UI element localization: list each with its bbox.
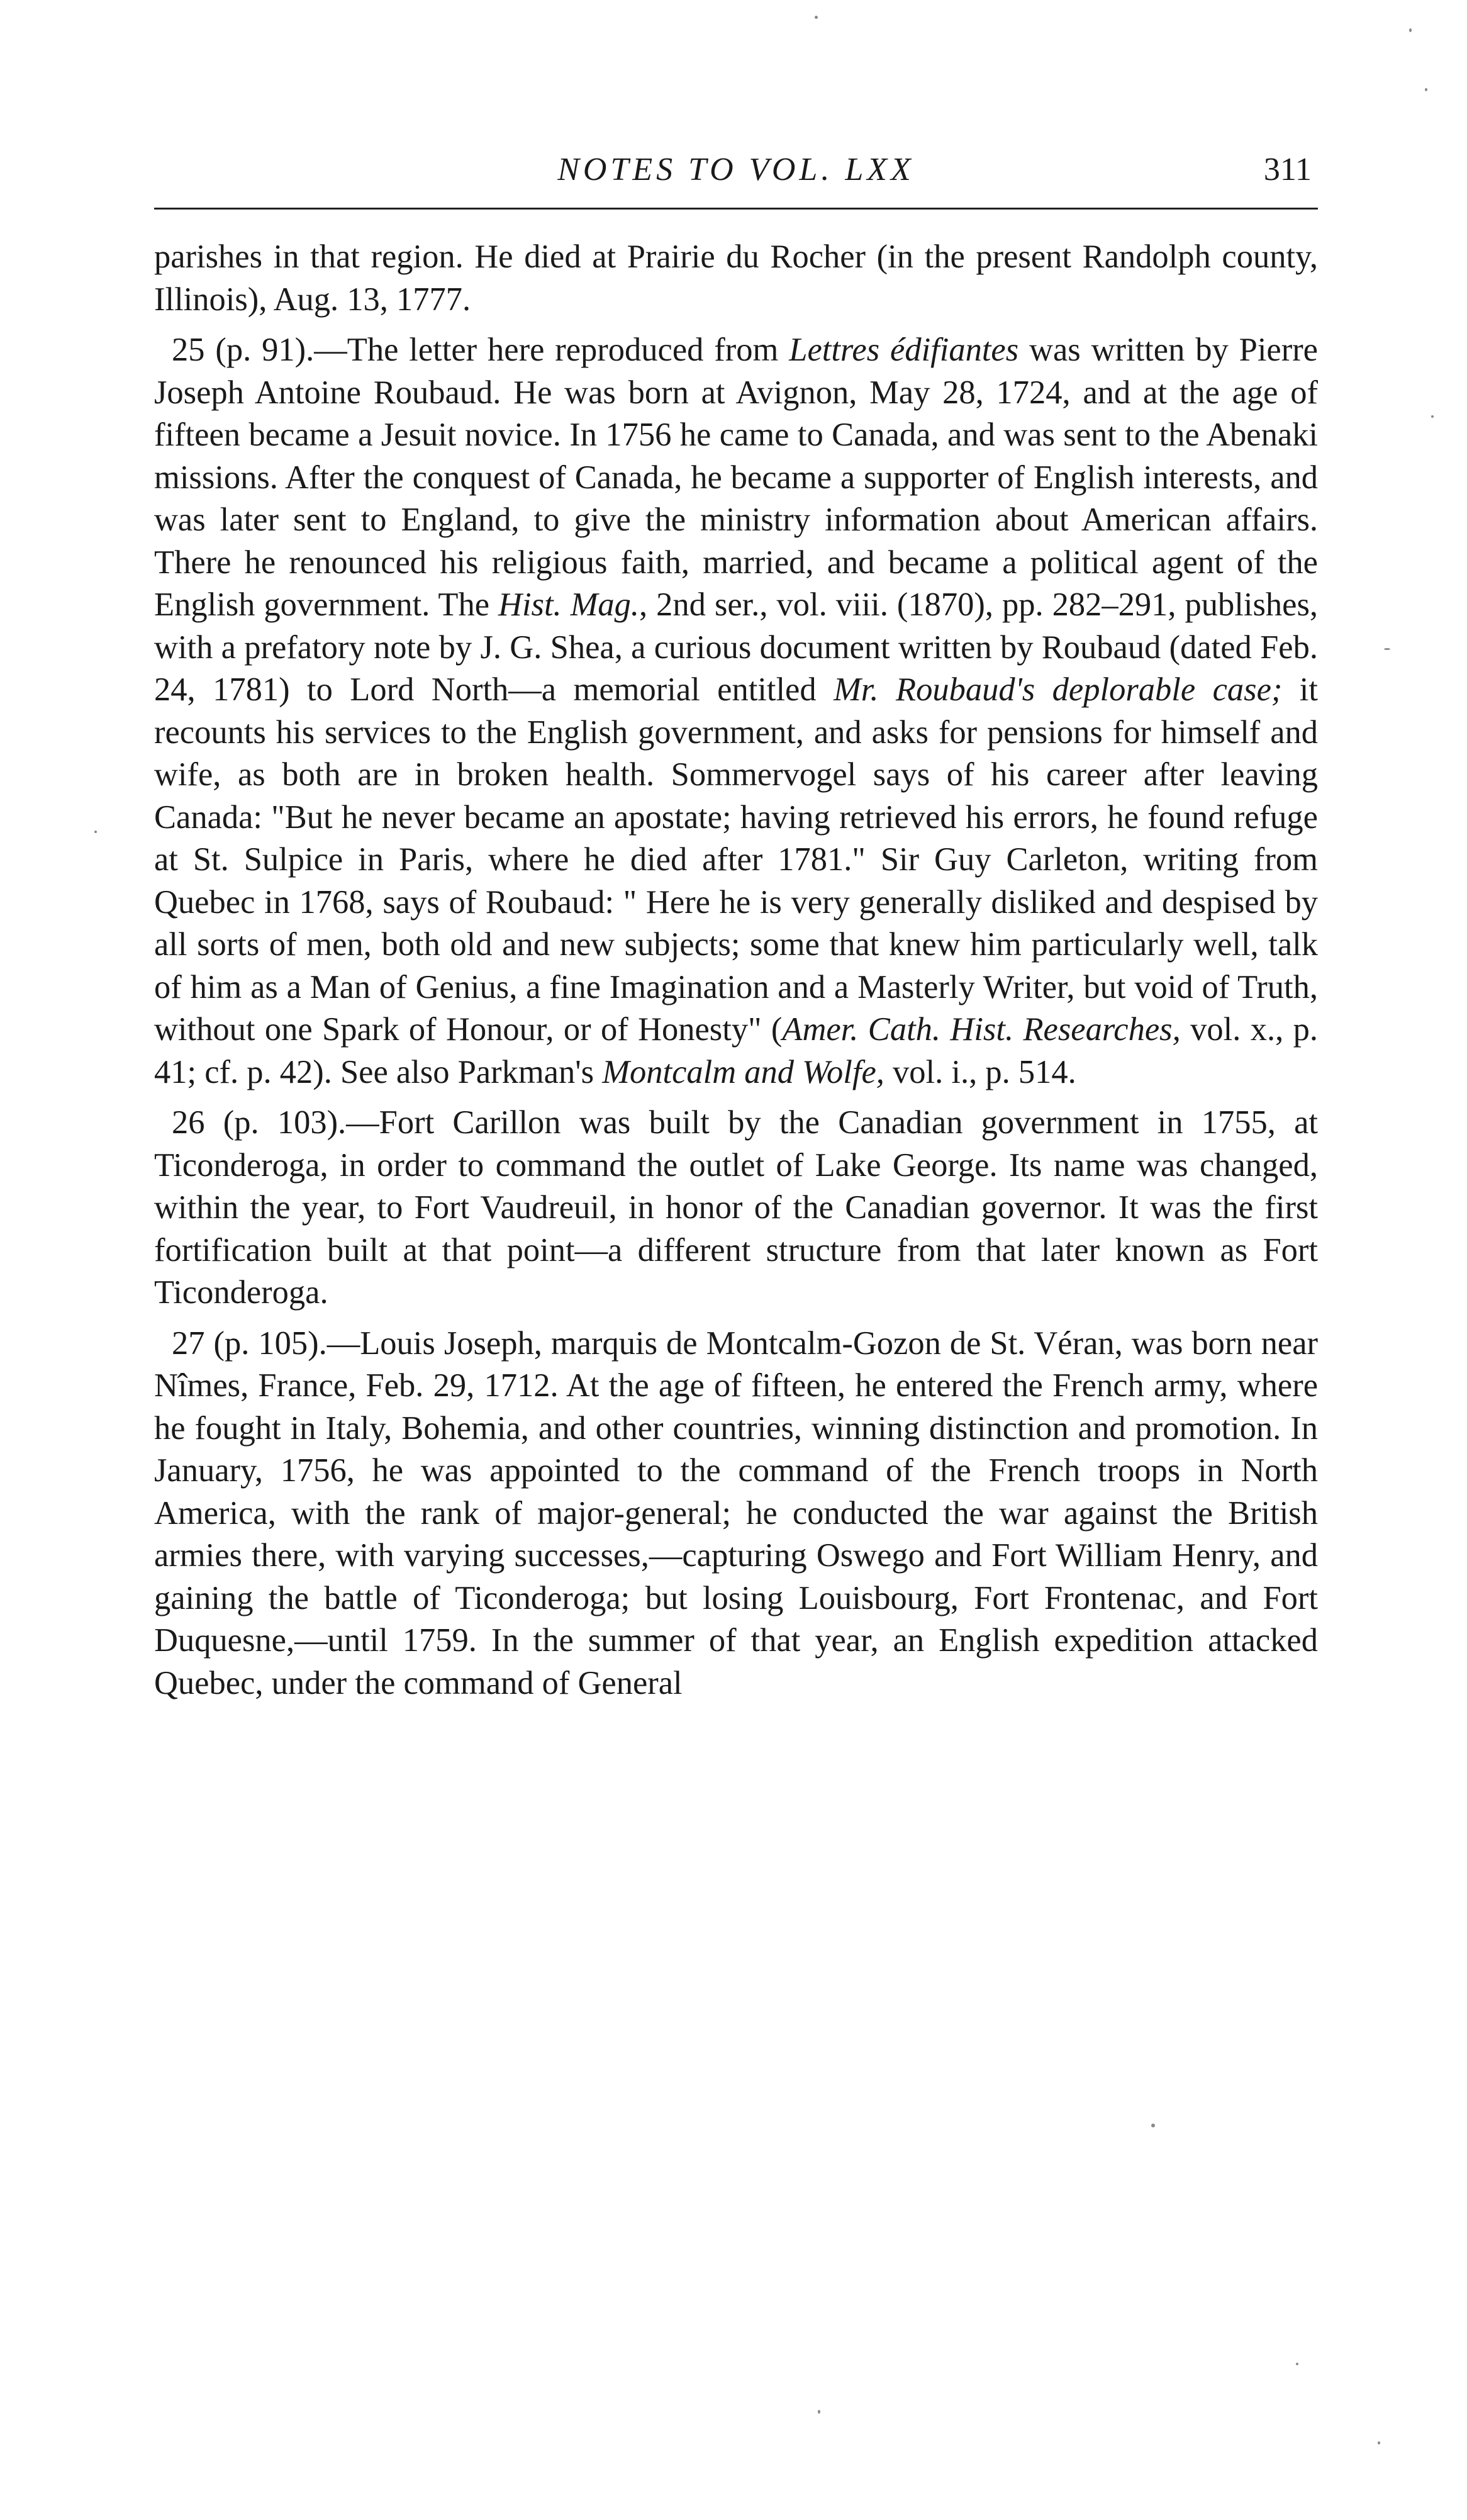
running-head <box>154 145 1318 195</box>
note-26: 26 (p. 103).—Fort Carillon was built by the Canadian government in 1755, at Ticonderoga, in order to command the outlet of Lake George. Its name was changed, within the year, to Fort Vaudreuil, in honor of the Canadian governor. It was the first fortification built at that point—a different structure from that later known as Fort Ticonderoga. <box>154 1104 1318 1311</box>
scan-speck <box>815 16 818 19</box>
note-27: 27 (p. 105).—Louis Joseph, marquis de Montcalm-Gozon de St. Véran, was born near Nîmes, France, Feb. 29, 1712. At the age of fifteen, he entered the French army, where he fought in Italy, Bohemia, and other countries, winning distinction and promotion. In January, 1756, he was appointed to the command of the French troops in North America, with the rank of major-general; he conducted the war against the British armies there, with varying successes,—capturing Oswego and Fort William Henry, and gaining the battle of Ticonderoga; but losing Louisbourg, Fort Frontenac, and Fort Duquesne,—until 1759. In the summer of that year, an English expedition attacked Quebec, under the command of General <box>154 1324 1318 1701</box>
notes-body <box>154 236 1318 1713</box>
running-title: NOTES TO VOL. LXX <box>557 152 915 188</box>
note-25-italic-montcalm: Montcalm and Wolfe, <box>602 1053 884 1090</box>
scan-speck <box>1296 2363 1298 2365</box>
note-25-text-c: was written by Pierre Joseph Antoine Roubaud. He was born at Avignon, May 28, 1724, and at the age of fifteen became a Jesuit novice. In 1756 he came to Canada, and was sent to the Abenaki missions. After the conquest of Canada, he became a supporter of English interests, and was later sent to England, to give the ministry information about American affairs. There he renounced his religious faith, married, and became a political agent of the English government. The <box>154 332 1318 623</box>
note-25-italic-researches: Amer. Cath. Hist. Researches, <box>782 1011 1181 1048</box>
note-25-italic-memorial: Mr. Roubaud's deplorable case; <box>834 671 1283 708</box>
scan-speck <box>1378 2441 1380 2444</box>
scan-speck <box>1431 415 1434 418</box>
scan-speck <box>94 831 97 833</box>
scan-speck <box>1425 88 1427 91</box>
note-25-text-e: , 2nd ser., vol. viii. (1870), pp. 282–291, publishes, with a prefatory note by J. G. Shea, a curious document written by Roubaud (dated Feb. 24, 1781) to Lord North—a memorial entitled <box>154 586 1319 708</box>
continued-paragraph: parishes in that region. He died at Prairie du Rocher (in the present Randolph county, Illinois), Aug. 13, 1777. <box>154 238 1318 318</box>
scan-speck <box>1384 648 1390 650</box>
note-25-text-i: vol. x., p. 41; cf. p. 42). See also Parkman's <box>154 1011 1318 1090</box>
note-25 <box>154 329 1318 1094</box>
note-25-italic-hist-mag: Hist. Mag. <box>498 586 640 623</box>
note-25-italic-lettres: Lettres édifiantes <box>789 332 1019 368</box>
scan-speck <box>1409 28 1412 32</box>
page-number: 311 <box>1263 152 1312 188</box>
note-25-text-a: 25 (p. 91).—The letter here reproduced from <box>172 332 789 368</box>
note-25-text-k: vol. i., p. 514. <box>884 1053 1076 1090</box>
header-rule <box>154 208 1318 210</box>
scan-speck <box>818 2410 820 2414</box>
scan-speck <box>1151 2124 1155 2127</box>
note-25-text-g: it recounts his services to the English government, and asks for pensions for himself and wife, as both are in broken health. Sommervogel says of his career after leaving Canada: "But he never became an apostate; having retrieved his errors, he found refuge at St. Sulpice in Paris, where he died after 1781." Sir Guy Carleton, writing from Quebec in 1768, says of Roubaud: " Here he is very generally disliked and despised by all sorts of men, both old and new subjects; some that knew him particularly well, talk of him as a Man of Genius, a fine Imagination and a Masterly Writer, but void of Truth, without one Spark of Honour, or of Honesty" ( <box>154 671 1318 1048</box>
